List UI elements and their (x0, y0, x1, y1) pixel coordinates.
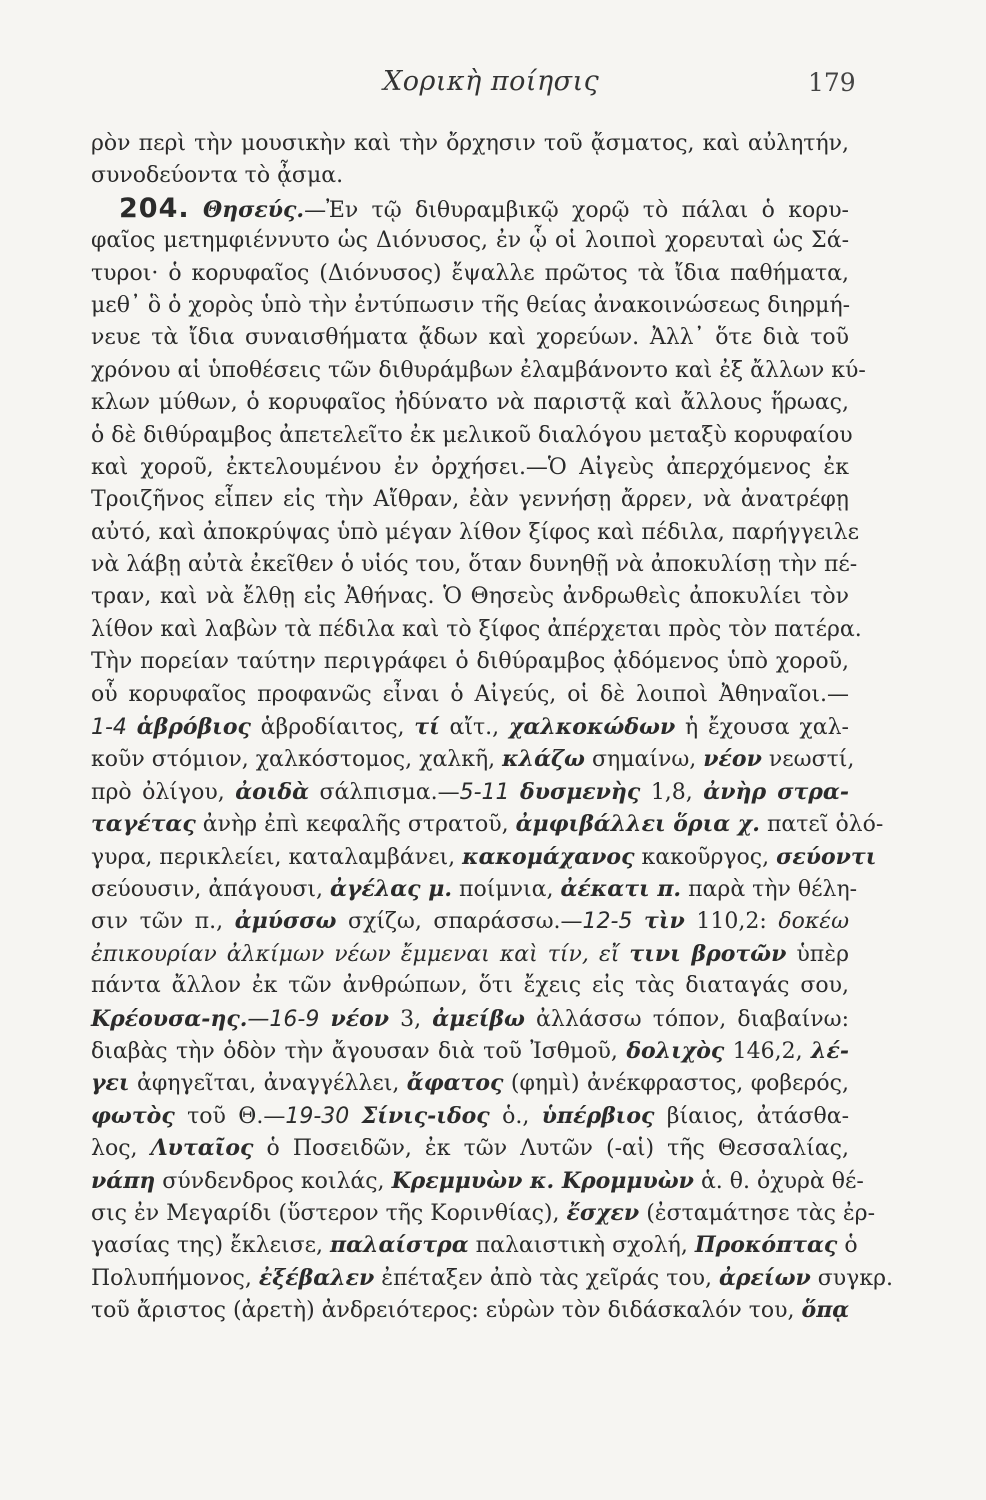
text-line: τραν, καὶ νὰ ἔλθῃ εἰς Ἀθήνας. Ὁ Θησεὺς ἀνδρωθεὶς ἀποκυλίει τὸν (91, 584, 849, 610)
gloss: αἴτ., (449, 715, 500, 741)
lemma: κακομάχανος (462, 843, 635, 870)
lemma: δολιχὸς (626, 1037, 725, 1064)
gloss: τοῦ ἄριστος (ἀρετὴ) ἀνδρειότερος: εὑρὼν τὸν διδάσκαλόν του, (91, 1298, 795, 1324)
lemma: ἀνὴρ στρα- (703, 778, 849, 805)
lemma: ἀμείβω (432, 1005, 525, 1032)
line-ref: 1-4 (91, 715, 127, 741)
text-line: ὁ δὲ διθύραμβος ἀπετελεῖτο ἐκ μελικοῦ διαλόγου μεταξὺ κορυφαίου (91, 422, 853, 448)
lemma: Προκόπτας (694, 1232, 838, 1259)
lemma: ἄφατος (406, 1070, 504, 1097)
gloss: Πολυπήμονος, (91, 1265, 252, 1291)
text-line: χρόνου αἱ ὑποθέσεις τῶν διθυράμβων ἐλαμβάνοντο καὶ ἐξ ἄλλων κύ- (91, 357, 866, 383)
body-text (91, 128, 893, 1326)
text-line: νὰ λάβῃ αὐτὰ ἐκεῖθεν ὁ υἱός του, ὅταν δυνηθῇ νὰ ἀποκυλίσῃ τὴν πέ- (91, 552, 858, 578)
gloss: πατεῖ ὁλό- (766, 812, 884, 838)
text-line: καὶ χοροῦ, ἐκτελουμένου ἐν ὀρχήσει.—Ὁ Αἰγεὺς ἀπερχόμενος ἐκ (91, 454, 849, 480)
text-line: φαῖος μετημφιέννυτο ὡς Διόνυσος, ἐν ᾧ οἱ λοιποὶ χορευταὶ ὡς Σά- (91, 228, 849, 254)
gloss-line (91, 938, 849, 970)
gloss-line (91, 1262, 893, 1294)
gloss: σχίζω, σπαράσσω.— (348, 909, 583, 935)
lemma: ὅπᾳ (801, 1297, 850, 1324)
gloss: γασίας της) ἔκλεισε, (91, 1233, 323, 1259)
gloss-line (91, 808, 884, 840)
text-line: τυροι· ὁ κορυφαῖος (Διόνυσος) ἔψαλλε πρῶτος τὰ ἴδια παθήματα, (91, 260, 849, 286)
gloss: ἀνὴρ ἐπὶ κεφαλῆς στρατοῦ, (202, 812, 509, 838)
text-line: λίθον καὶ λαβὼν τὰ πέδιλα καὶ τὸ ξίφος ἀπέρχεται πρὸς τὸν πατέρα. (91, 616, 862, 642)
gloss: ἐπέταξεν ἀπὸ τὰς χεῖράς του, (381, 1265, 712, 1291)
gloss: νεωστί, (768, 747, 855, 773)
text-span: —Ἐν τῷ διθυραμβικῷ χορῷ τὸ πάλαι ὁ κορυ- (304, 197, 849, 223)
gloss-line (91, 1229, 858, 1261)
lemma: Σίνις-ιδος (361, 1102, 490, 1129)
gloss: κοῦν στόμιον, χαλκόστομος, χαλκῆ, (91, 747, 496, 773)
gloss: ἁ. θ. ὀχυρὰ θέ- (700, 1168, 864, 1194)
gloss-line (91, 1003, 849, 1035)
text-line: οὗ κορυφαῖος προφανῶς εἶναι ὁ Αἰγεύς, οἱ δὲ λοιποὶ Ἀθηναῖοι.— (91, 681, 849, 707)
gloss: λος, (91, 1136, 138, 1162)
lemma: γει (91, 1070, 130, 1097)
gloss-line (91, 873, 858, 905)
gloss-line (91, 743, 855, 775)
gloss: διαβὰς τὴν ὁδὸν τὴν ἄγουσαν διὰ τοῦ Ἰσθμοῦ, (91, 1038, 618, 1064)
lemma: τινι βροτῶν (629, 940, 787, 967)
lemma: ἐξέβαλεν (258, 1264, 375, 1291)
gloss: ἁβροδίαιτος, (260, 715, 405, 741)
text-line: κλων μύθων, ὁ κορυφαῖος ἠδύνατο νὰ παριστᾷ καὶ ἄλλους ἥρωας, (91, 390, 849, 416)
section-number: 204. (119, 192, 190, 224)
gloss: ὁ (844, 1233, 858, 1259)
gloss-line (91, 1294, 849, 1326)
section-204-start (91, 193, 849, 225)
gloss-line (91, 776, 849, 808)
gloss-line (91, 905, 849, 937)
quotation: ἐπικουρίαν ἀλκίμων νέων ἔμμεναι καὶ τίν, εἴ (91, 941, 620, 967)
text-line: αὐτό, καὶ ἀποκρύψας ὑπὸ μέγαν λίθον ξίφος καὶ πέδιλα, παρήγγειλε (91, 519, 860, 545)
lemma: νέον (703, 746, 762, 773)
gloss-line (91, 1165, 864, 1197)
lemma: σεύοντι (776, 843, 877, 870)
lemma: ἔσχεν (566, 1199, 640, 1226)
page-header (0, 66, 986, 106)
lemma: ἀμφιβάλλει ὅρια χ. (515, 811, 760, 838)
gloss-line (91, 1035, 849, 1067)
gloss: παρὰ τὴν θέλη- (688, 876, 858, 902)
gloss: γυρα, περικλείει, καταλαμβάνει, (91, 844, 456, 870)
gloss: πρὸ ὀλίγου, (91, 779, 225, 805)
lemma: ταγέτας (91, 811, 196, 838)
text-line: Τροιζῆνος εἶπεν εἰς τὴν Αἴθραν, ἐὰν γεννήσῃ ἄρρεν, νὰ ἀνατρέφῃ (91, 487, 849, 513)
lemma: κλάζω (502, 746, 585, 773)
gloss: ἡ ἔχουσα χαλ- (685, 715, 849, 741)
gloss-line (91, 711, 849, 743)
gloss: σεύουσιν, ἀπάγουσι, (91, 876, 323, 902)
gloss-line (91, 1067, 849, 1099)
gloss: ἀφηγεῖται, ἀναγγέλλει, (136, 1071, 400, 1097)
lemma: ἀέκατι π. (560, 875, 682, 902)
lemma: φωτὸς (91, 1102, 175, 1129)
gloss-line (91, 841, 877, 873)
lemma: νέον (330, 1005, 390, 1032)
gloss: τοῦ Θ.— (187, 1103, 286, 1129)
text-line: μεθ᾽ ὃ ὁ χορὸς ὑπὸ τὴν ἐντύπωσιν τῆς θείας ἀνακοινώσεως διηρμή- (91, 292, 851, 318)
lemma: νάπη (91, 1167, 156, 1194)
gloss: σύνδενδρος κοιλάς, (162, 1168, 385, 1194)
running-title: Χορικὴ ποίησις (383, 66, 600, 97)
text-line: Τὴν πορείαν ταύτην περιγράφει ὁ διθύραμβος ᾀδόμενος ὑπὸ χοροῦ, (91, 649, 849, 675)
page-number: 179 (808, 68, 856, 97)
lemma: τί (414, 714, 440, 741)
text-line: συνοδεύοντα τὸ ᾆσμα. (91, 163, 344, 189)
lemma: ἀμύσσω (234, 908, 337, 935)
gloss: (ἐσταμάτησε τὰς ἐρ- (646, 1200, 876, 1226)
text-line: πάντα ἄλλον ἐκ τῶν ἀνθρώπων, ὅτι ἔχεις εἰς τὰς διαταγάς σου, (91, 973, 849, 999)
gloss: κακοῦργος, (641, 844, 770, 870)
text-line: νευε τὰ ἴδια συναισθήματα ᾄδων καὶ χορεύων. Ἀλλ᾽ ὅτε διὰ τοῦ (91, 325, 849, 351)
gloss: παλαιστικὴ σχολή, (475, 1233, 688, 1259)
gloss: σάλπισμα.— (319, 779, 460, 805)
gloss: ὑπὲρ (796, 941, 850, 967)
lemma: λέ- (811, 1037, 849, 1064)
lemma: Κρέουσα-ης. (91, 1005, 248, 1032)
lemma: τὶν (644, 908, 685, 935)
gloss: 3, (400, 1006, 422, 1032)
text-line: ρὸν περὶ τὴν μουσικὴν καὶ τὴν ὄρχησιν τοῦ ᾄσματος, καὶ αὐλητήν, (91, 131, 849, 156)
lemma: ἁβρόβιος (136, 714, 251, 741)
gloss: σιν τῶν π., (91, 909, 224, 935)
gloss: ἀλλάσσω τόπον, διαβαίνω: (536, 1006, 849, 1032)
lemma: παλαίστρα (330, 1232, 469, 1259)
lemma: ἀγέλας μ. (330, 875, 452, 902)
gloss: ποίμνια, (459, 876, 554, 902)
lemma: Κρεμμυὼν κ. Κρομμυὼν (391, 1167, 694, 1194)
gloss: σις ἐν Μεγαρίδι (ὕστερον τῆς Κορινθίας), (91, 1200, 560, 1226)
gloss-line (91, 1132, 849, 1164)
gloss-line (91, 1100, 849, 1132)
gloss: ὁ., (502, 1103, 530, 1129)
lemma: ἀρείων (718, 1264, 811, 1291)
gloss: βίαιος, ἀτάσθα- (666, 1103, 850, 1129)
gloss: σημαίνω, (592, 747, 697, 773)
lemma: ἀοιδὰ (235, 778, 310, 805)
line-ref: —16-9 (247, 1006, 320, 1032)
quotation: δοκέω (778, 909, 850, 935)
gloss: συγκρ. (817, 1265, 893, 1291)
headword: Θησεύς. (202, 196, 305, 223)
gloss: 110,2: (696, 909, 767, 935)
gloss-line (91, 1197, 876, 1229)
lemma: ὑπέρβιος (541, 1102, 655, 1129)
line-ref: 19-30 (285, 1103, 350, 1129)
gloss: (φημὶ) ἀνέκφραστος, φοβερός, (510, 1071, 849, 1097)
gloss: ὁ Ποσειδῶν, ἐκ τῶν Λυτῶν (-αἱ) τῆς Θεσσαλίας, (266, 1136, 849, 1162)
lemma: Λυταῖος (150, 1135, 254, 1162)
gloss: 146,2, (732, 1038, 803, 1064)
line-ref: 5-11 (459, 779, 510, 805)
line-ref: 12-5 (582, 909, 633, 935)
lemma: δυσμενὴς (520, 778, 641, 805)
gloss: 1,8, (650, 779, 693, 805)
lemma: χαλκοκώδων (508, 714, 676, 741)
